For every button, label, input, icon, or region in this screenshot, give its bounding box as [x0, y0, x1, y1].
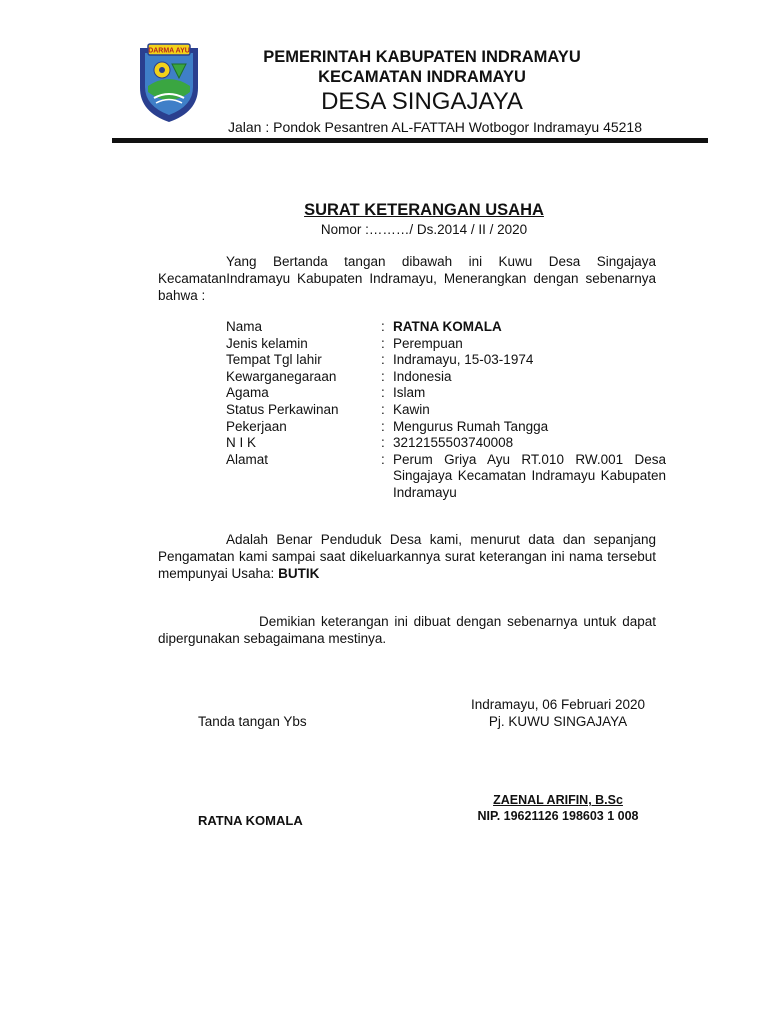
identity-row-occupation — [226, 419, 666, 436]
colon: : — [381, 451, 385, 467]
colon: : — [381, 418, 385, 434]
official-name: ZAENAL ARIFIN, B.Sc — [493, 793, 623, 807]
identity-label: N I K — [226, 435, 257, 451]
identity-value: Kawin — [393, 401, 430, 417]
identity-row-gender — [226, 336, 666, 353]
colon: : — [381, 368, 385, 384]
document-number: Nomor :………/ Ds.2014 / II / 2020 — [320, 222, 528, 237]
identity-label: Pekerjaan — [226, 418, 287, 434]
identity-row-marital — [226, 402, 666, 419]
identity-label: Tempat Tgl lahir — [226, 352, 322, 368]
closing-paragraph: Demikian keterangan ini dibuat dengan sebenarnya untuk dapat dipergunakan sebagaimana mestinya. — [158, 614, 656, 646]
statement-text: Adalah Benar Penduduk Desa kami, menurut data dan sepanjang Pengamatan kami sampai saat dikeluarkannya surat keterangan ini nama tersebut mempunyai Usaha: — [158, 532, 656, 581]
holder-signature-label: Tanda tangan Ybs — [198, 714, 307, 729]
identity-label: Nama — [226, 319, 263, 334]
identity-row-nik — [226, 435, 666, 452]
identity-value: Perempuan — [393, 335, 463, 351]
regency-emblem-logo — [136, 42, 202, 124]
signature-position: Pj. KUWU SINGAJAYA — [488, 714, 628, 729]
identity-label: Jenis kelamin — [226, 335, 308, 351]
identity-value: Islam — [393, 385, 426, 401]
identity-label: Agama — [226, 385, 269, 401]
identity-value: Perum Griya Ayu RT.010 RW.001 Desa Singajaya Kecamatan Indramayu Kabupaten Indramayu — [393, 451, 666, 500]
letterhead-address: Jalan : Pondok Pesantren AL-FATTAH Wotbogor Indramayu 45218 — [227, 119, 642, 135]
identity-label: Status Perkawinan — [226, 401, 339, 417]
letterhead-government: PEMERINTAH KABUPATEN INDRAMAYU — [263, 48, 581, 66]
opening-paragraph: Yang Bertanda tangan dibawah ini Kuwu Desa Singajaya KecamatanIndramayu Kabupaten Indramayu, Menerangkan dengan sebenarnya bahwa : — [158, 254, 656, 303]
identity-row-address — [226, 452, 666, 502]
colon: : — [381, 335, 385, 351]
identity-table — [226, 319, 666, 502]
identity-value: Indramayu, 15-03-1974 — [393, 352, 534, 368]
emblem-banner-text: DARMA AYU — [148, 47, 190, 55]
colon: : — [381, 435, 385, 451]
colon: : — [381, 319, 385, 334]
identity-value: 3212155503740008 — [393, 435, 514, 451]
identity-row-citizenship — [226, 369, 666, 386]
colon: : — [381, 401, 385, 417]
holder-name: RATNA KOMALA — [198, 813, 303, 828]
signature-place-date: Indramayu, 06 Februari 2020 — [470, 697, 646, 712]
colon: : — [381, 352, 385, 368]
letterhead-village: DESA SINGAJAYA — [321, 88, 523, 115]
identity-value: Mengurus Rumah Tangga — [393, 418, 549, 434]
document-title: SURAT KETERANGAN USAHA — [304, 201, 544, 219]
identity-label: Alamat — [226, 451, 269, 467]
identity-value: RATNA KOMALA — [393, 319, 502, 334]
colon: : — [381, 385, 385, 401]
letterhead-district: KECAMATAN INDRAMAYU — [318, 68, 526, 86]
letterhead-divider — [112, 138, 708, 143]
identity-value: Indonesia — [393, 368, 452, 384]
identity-row-religion — [226, 385, 666, 402]
official-nip: NIP. 19621126 198603 1 008 — [477, 809, 639, 823]
statement-paragraph — [158, 531, 656, 582]
identity-row-birth — [226, 352, 666, 369]
identity-row-name — [226, 319, 666, 336]
identity-label: Kewarganegaraan — [226, 368, 337, 384]
business-name: BUTIK — [278, 566, 320, 581]
